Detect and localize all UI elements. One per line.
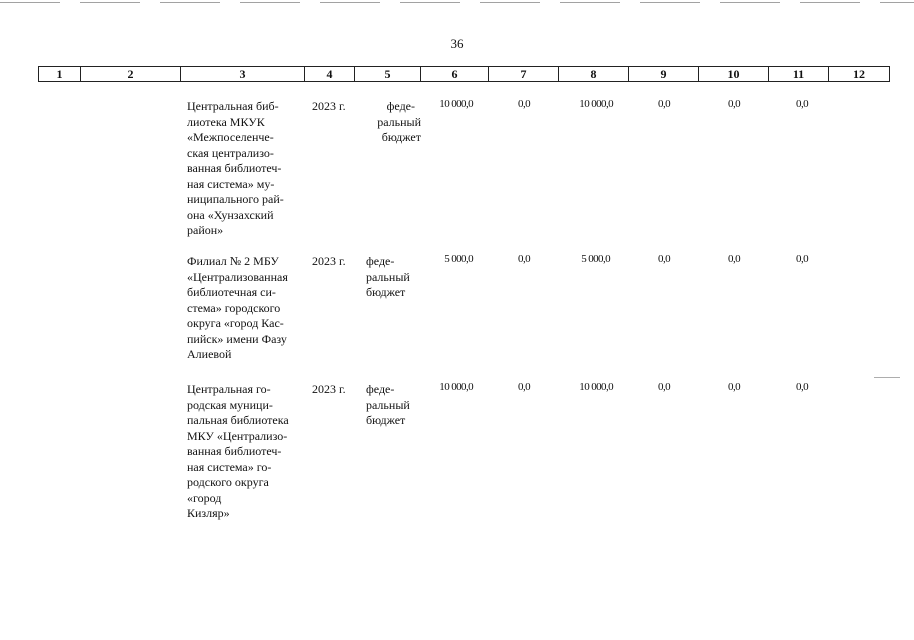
table-header-row [38, 66, 890, 82]
row-3-col-10: 0,0 [728, 381, 740, 393]
org-line: округа «город Кас- [187, 316, 284, 330]
row-1-col-6: 10 000,0 [439, 98, 473, 110]
org-line: ная система» го- [187, 459, 272, 474]
row-2-year: 2023 г. [312, 254, 346, 268]
row-2-organization [187, 254, 305, 363]
row-3-organization [187, 382, 305, 522]
org-line: библиотечная си- [187, 285, 276, 299]
fund-line: феде- [366, 382, 395, 396]
row-1-col-11: 0,0 [796, 98, 808, 110]
row-3-funding-source [366, 382, 422, 429]
fund-line: бюджет [381, 130, 421, 144]
row-3-col-7: 0,0 [518, 381, 530, 393]
org-line: «Межпоселенче- [187, 130, 274, 144]
row-1-year: 2023 г. [312, 99, 346, 113]
row-1-col-10: 0,0 [728, 98, 740, 110]
row-1-col-7: 0,0 [518, 98, 530, 110]
fund-line: феде- [386, 99, 415, 113]
row-1-organization [187, 99, 305, 239]
scan-top-rule [0, 2, 914, 3]
org-line: пийск» имени Фазу [187, 331, 287, 346]
row-2-col-7: 0,0 [518, 253, 530, 265]
header-col-1: 1 [38, 67, 80, 81]
row-1-col-9: 0,0 [658, 98, 670, 110]
org-line: ванная библиотеч- [187, 444, 282, 458]
org-line: район» [187, 223, 224, 237]
org-line: МКУ «Централизо- [187, 428, 288, 443]
scan-artifact-line [874, 377, 900, 378]
header-col-10: 10 [698, 67, 768, 81]
row-2-funding-source [366, 254, 422, 301]
row-2-col-8: 5 000,0 [581, 253, 610, 265]
row-1-col-8: 10 000,0 [579, 98, 613, 110]
header-col-2: 2 [80, 67, 180, 81]
row-3-col-11: 0,0 [796, 381, 808, 393]
org-line: «Централизованная [187, 269, 288, 284]
org-line: Филиал № 2 МБУ [187, 254, 279, 268]
header-col-3: 3 [180, 67, 304, 81]
org-line: родская муници- [187, 397, 273, 412]
header-col-6: 6 [420, 67, 488, 81]
org-line: ная система» му- [187, 176, 275, 191]
row-3-col-6: 10 000,0 [439, 381, 473, 393]
row-3-year: 2023 г. [312, 382, 346, 396]
row-2-col-6: 5 000,0 [444, 253, 473, 265]
fund-line: бюджет [366, 413, 406, 427]
fund-line: ральный [366, 397, 410, 412]
org-line: стема» городского [187, 300, 281, 315]
row-2-col-9: 0,0 [658, 253, 670, 265]
row-3-col-8: 10 000,0 [579, 381, 613, 393]
header-col-11: 11 [768, 67, 828, 81]
org-line: она «Хунзахский [187, 207, 274, 222]
header-col-5: 5 [354, 67, 420, 81]
org-line: пальная библиотека [187, 413, 289, 427]
header-col-12: 12 [828, 67, 890, 81]
row-3-col-9: 0,0 [658, 381, 670, 393]
org-line: Кизляр» [187, 506, 230, 520]
fund-line: бюджет [366, 285, 406, 299]
header-col-7: 7 [488, 67, 558, 81]
org-line: ская централизо- [187, 145, 274, 160]
header-col-4: 4 [304, 67, 354, 81]
fund-line: ральный [377, 114, 421, 129]
org-line: Центральная биб- [187, 99, 279, 113]
org-line: лиотека МКУК [187, 114, 265, 129]
row-2-col-10: 0,0 [728, 253, 740, 265]
org-line: «город [187, 490, 222, 505]
fund-line: феде- [366, 254, 395, 268]
org-line: ниципального рай- [187, 192, 284, 206]
header-col-9: 9 [628, 67, 698, 81]
row-1-funding-source [365, 99, 421, 146]
page-number: 36 [450, 36, 464, 51]
org-line: родского округа [187, 475, 269, 489]
org-line: Центральная го- [187, 382, 271, 396]
row-2-col-11: 0,0 [796, 253, 808, 265]
org-line: Алиевой [187, 347, 232, 361]
header-col-8: 8 [558, 67, 628, 81]
fund-line: ральный [366, 269, 410, 284]
org-line: ванная библиотеч- [187, 161, 282, 175]
